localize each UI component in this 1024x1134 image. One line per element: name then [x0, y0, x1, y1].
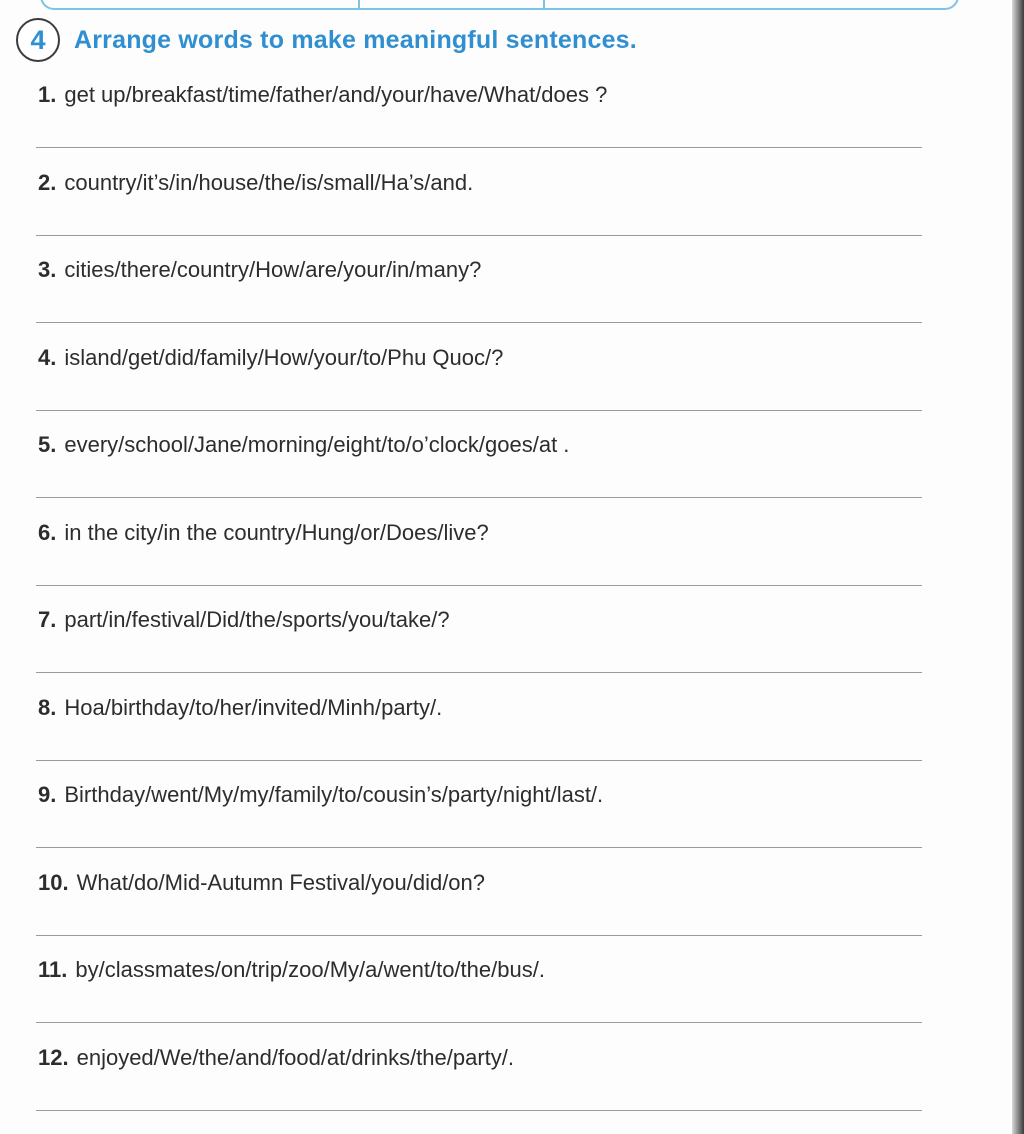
item-number: 6. — [38, 519, 57, 545]
item-number: 1. — [38, 82, 57, 107]
top-table-border — [40, 0, 959, 10]
table-divider — [358, 0, 360, 8]
item-prompt — [38, 82, 607, 108]
item-number: 11. — [38, 957, 68, 982]
answer-line[interactable] — [36, 497, 922, 498]
exercise-title: Arrange words to make meaningful sentences. — [74, 25, 637, 54]
exercise-header — [16, 16, 637, 64]
item-number: 10. — [38, 869, 69, 895]
item-words: cities/there/country/How/are/your/in/many? — [64, 257, 482, 282]
exercise-number-badge: 4 — [16, 18, 60, 62]
item-number: 8. — [38, 694, 57, 720]
item-words: get up/breakfast/time/father/and/your/have/What/does ? — [64, 82, 608, 107]
answer-line[interactable] — [36, 1110, 922, 1111]
list-item — [36, 953, 926, 1041]
answer-line[interactable] — [36, 585, 922, 586]
list-item — [36, 78, 926, 166]
item-words: Hoa/birthday/to/her/invited/Minh/party/. — [64, 694, 443, 720]
sentence-list — [36, 78, 926, 1128]
table-divider — [543, 0, 545, 8]
list-item — [36, 516, 926, 604]
item-prompt — [38, 432, 569, 458]
item-prompt — [38, 607, 450, 633]
answer-line[interactable] — [36, 672, 922, 673]
list-item — [36, 253, 926, 341]
item-number: 3. — [38, 257, 57, 282]
item-prompt — [38, 870, 485, 896]
item-prompt — [38, 695, 442, 721]
item-number: 2. — [38, 169, 57, 195]
list-item — [36, 166, 926, 254]
item-prompt — [38, 520, 489, 546]
answer-line[interactable] — [36, 147, 922, 148]
answer-line[interactable] — [36, 760, 922, 761]
page-edge-shadow — [1012, 0, 1024, 1134]
item-words: What/do/Mid-Autumn Festival/you/did/on? — [76, 869, 486, 895]
item-prompt — [38, 782, 603, 808]
item-words: country/it’s/in/house/the/is/small/Ha’s/and. — [64, 169, 474, 195]
item-words: Birthday/went/My/my/family/to/cousin’s/party/night/last/. — [64, 782, 604, 807]
answer-line[interactable] — [36, 847, 922, 848]
list-item — [36, 778, 926, 866]
item-words: every/school/Jane/morning/eight/to/o’clock/goes/at . — [64, 432, 570, 457]
answer-line[interactable] — [36, 235, 922, 236]
item-prompt — [38, 345, 503, 371]
list-item — [36, 866, 926, 954]
item-number: 9. — [38, 782, 57, 807]
item-words: enjoyed/We/the/and/food/at/drinks/the/party/. — [76, 1044, 515, 1070]
item-words: island/get/did/family/How/your/to/Phu Quoc/? — [64, 344, 504, 370]
item-number: 12. — [38, 1044, 69, 1070]
item-words: part/in/festival/Did/the/sports/you/take/? — [64, 607, 450, 632]
answer-line[interactable] — [36, 322, 922, 323]
item-number: 4. — [38, 344, 57, 370]
answer-line[interactable] — [36, 935, 922, 936]
list-item — [36, 341, 926, 429]
item-prompt — [38, 170, 473, 196]
answer-line[interactable] — [36, 1022, 922, 1023]
list-item — [36, 1041, 926, 1129]
item-number: 5. — [38, 432, 57, 457]
answer-line[interactable] — [36, 410, 922, 411]
item-words: in the city/in the country/Hung/or/Does/live? — [64, 519, 489, 545]
list-item — [36, 603, 926, 691]
list-item — [36, 691, 926, 779]
item-prompt — [38, 257, 481, 283]
item-words: by/classmates/on/trip/zoo/My/a/went/to/the/bus/. — [75, 957, 545, 982]
list-item — [36, 428, 926, 516]
item-number: 7. — [38, 607, 57, 632]
item-prompt — [38, 1045, 514, 1071]
item-prompt — [38, 957, 545, 983]
